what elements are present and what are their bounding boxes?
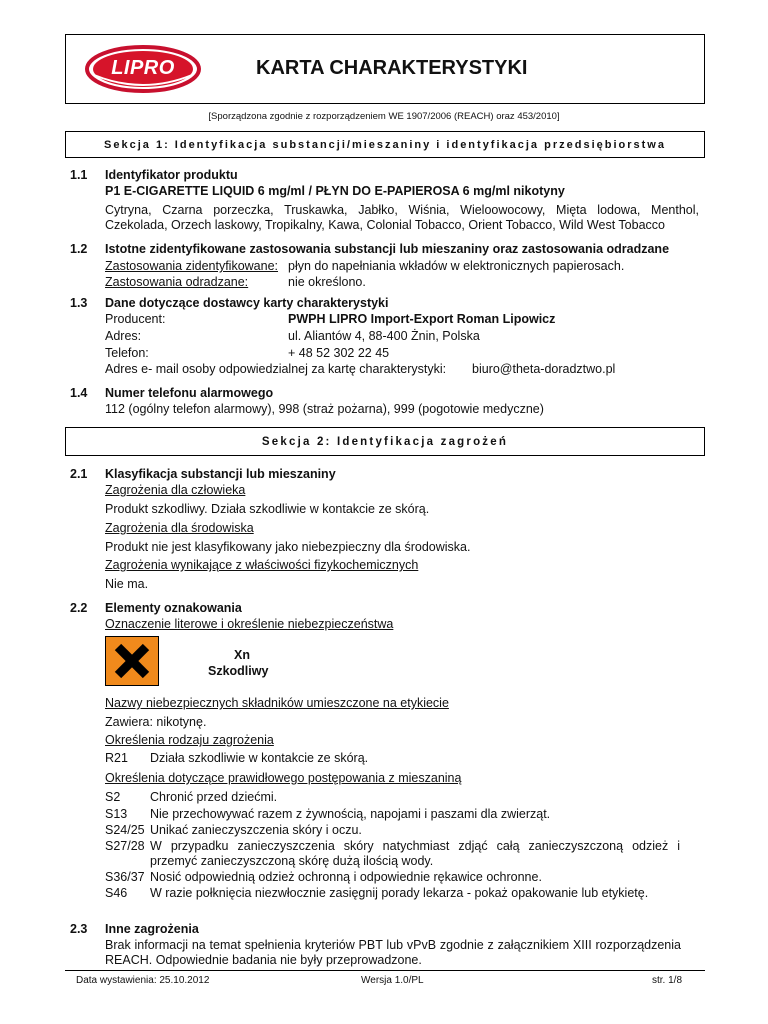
s14-num: 1.4 (70, 386, 88, 400)
s-phrase-code: S27/28 (105, 839, 145, 853)
s11-num: 1.1 (70, 168, 88, 182)
lipro-logo (84, 45, 202, 93)
s21-sub3: Zagrożenia wynikające z właściwości fizykochemicznych (105, 558, 419, 572)
section2-title-box (65, 427, 705, 456)
footer-page: str. 1/8 (652, 975, 683, 986)
section2-title: Sekcja 2: Identyfikacja zagrożeń (261, 436, 509, 448)
s23-text: Brak informacji na temat spełnienia kryteriów PBT lub vPvB zgodnie z załącznikiem XIII rozporządzenia REACH. Odpowiednie badania nie były przeprowadzone. (105, 938, 681, 967)
s21-text3: Nie ma. (105, 577, 149, 591)
pictogram-code: Xn (234, 648, 250, 662)
header-box (65, 34, 705, 104)
section1-title-box (65, 131, 705, 158)
r-phrase-text: Działa szkodliwie w kontakcie ze skórą. (150, 751, 369, 765)
s13-producer-label: Producent: (105, 312, 166, 326)
s12-value1: płyn do napełniania wkładów w elektronicznych papierosach. (288, 259, 625, 273)
s23-num: 2.3 (70, 922, 88, 936)
s12-label1: Zastosowania zidentyfikowane: (105, 259, 279, 273)
s13-phone-label: Telefon: (105, 346, 149, 360)
harmful-cross-icon (106, 637, 158, 685)
s12-num: 1.2 (70, 242, 88, 256)
s22-sub1: Oznaczenie literowe i określenie niebezpieczeństwa (105, 617, 394, 631)
s21-num: 2.1 (70, 467, 88, 481)
footer-date: Data wystawienia: 25.10.2012 (76, 975, 210, 986)
s14-text: 112 (ogólny telefon alarmowy), 998 (straż pożarna), 999 (pogotowie medyczne) (105, 402, 544, 416)
s-phrase-text: Unikać zanieczyszczenia skóry i oczu. (150, 823, 362, 837)
s11-product: P1 E-CIGARETTE LIQUID 6 mg/ml / PŁYN DO E-PAPIEROSA 6 mg/ml nikotyny (105, 184, 565, 198)
s-phrase-code: S36/37 (105, 870, 145, 884)
s22-heading: Elementy oznakowania (105, 601, 242, 615)
s12-value2: nie określono. (288, 275, 366, 289)
s22-sub2: Nazwy niebezpiecznych składników umieszczone na etykiecie (105, 696, 449, 710)
s22-text2: Zawiera: nikotynę. (105, 715, 207, 729)
s22-sub4: Określenia dotyczące prawidłowego postępowania z mieszaniną (105, 771, 462, 785)
s13-email-label: Adres e- mail osoby odpowiedzialnej za kartę charakterystyki: (105, 362, 447, 376)
hazard-pictogram (105, 636, 159, 686)
s14-heading: Numer telefonu alarmowego (105, 386, 274, 400)
regulation-note: [Sporządzona zgodnie z rozporządzeniem WE 1907/2006 (REACH) oraz 453/2010] (208, 111, 560, 122)
s21-text1: Produkt szkodliwy. Działa szkodliwie w kontakcie ze skórą. (105, 502, 430, 516)
s-phrase-text: W razie połknięcia niezwłocznie zasięgnij porady lekarza - pokaż opakowanie lub etykietę. (150, 886, 649, 900)
s13-address-value: ul. Aliantów 4, 88-400 Żnin, Polska (288, 329, 480, 343)
s11-flavours: Cytryna, Czarna porzeczka, Truskawka, Jabłko, Wiśnia, Wieloowocowy, Mięta lodowa, Menthol, Czekolada, Orzech laskowy, Tropikalny, Kawa, Colonial Tobacco, Orient Tobacco, Wild West Tobacco (105, 203, 699, 232)
s21-sub1: Zagrożenia dla człowieka (105, 483, 246, 497)
s21-sub2: Zagrożenia dla środowiska (105, 521, 254, 535)
s22-sub3: Określenia rodzaju zagrożenia (105, 733, 274, 747)
footer-version: Wersja 1.0/PL (361, 975, 424, 986)
s13-heading: Dane dotyczące dostawcy karty charakterystyki (105, 296, 389, 310)
s-phrase-text: Nie przechowywać razem z żywnością, napojami i paszami dla zwierząt. (150, 807, 551, 821)
s13-num: 1.3 (70, 296, 88, 310)
s-phrase-code: S13 (105, 807, 128, 821)
s12-label2: Zastosowania odradzane: (105, 275, 249, 289)
s-phrase-code: S46 (105, 886, 128, 900)
s13-email-value[interactable]: biuro@theta-doradztwo.pl (472, 362, 616, 376)
s13-phone-value: + 48 52 302 22 45 (288, 346, 390, 360)
s12-heading: Istotne zidentyfikowane zastosowania substancji lub mieszaniny oraz zastosowania odradzane (105, 242, 670, 256)
section1-title: Sekcja 1: Identyfikacja substancji/mieszaniny i identyfikacja przedsiębiorstwa (104, 139, 666, 151)
s23-heading: Inne zagrożenia (105, 922, 199, 936)
document-title: KARTA CHARAKTERYSTYKI (256, 57, 528, 79)
s-phrase-code: S2 (105, 790, 121, 804)
logo-text: LIPRO (111, 57, 175, 79)
s13-producer-value: PWPH LIPRO Import-Export Roman Lipowicz (288, 312, 556, 326)
s21-text2: Produkt nie jest klasyfikowany jako niebezpieczny dla środowiska. (105, 540, 471, 554)
s-phrase-code: S24/25 (105, 823, 145, 837)
s-phrase-text: Nosić odpowiednią odzież ochronną i odpowiednie rękawice ochronne. (150, 870, 542, 884)
footer-rule (65, 970, 705, 971)
s-phrase-text: Chronić przed dziećmi. (150, 790, 278, 804)
s22-num: 2.2 (70, 601, 88, 615)
pictogram-label: Szkodliwy (208, 664, 269, 678)
s11-heading: Identyfikator produktu (105, 168, 238, 182)
s-phrase-text: W przypadku zanieczyszczenia skóry natychmiast zdjąć całą zanieczyszczoną odzież i przemyć zanieczyszczoną skórę dużą ilością wody. (150, 839, 680, 868)
s21-heading: Klasyfikacja substancji lub mieszaniny (105, 467, 336, 481)
s13-address-label: Adres: (105, 329, 142, 343)
r-phrase-code: R21 (105, 751, 128, 765)
